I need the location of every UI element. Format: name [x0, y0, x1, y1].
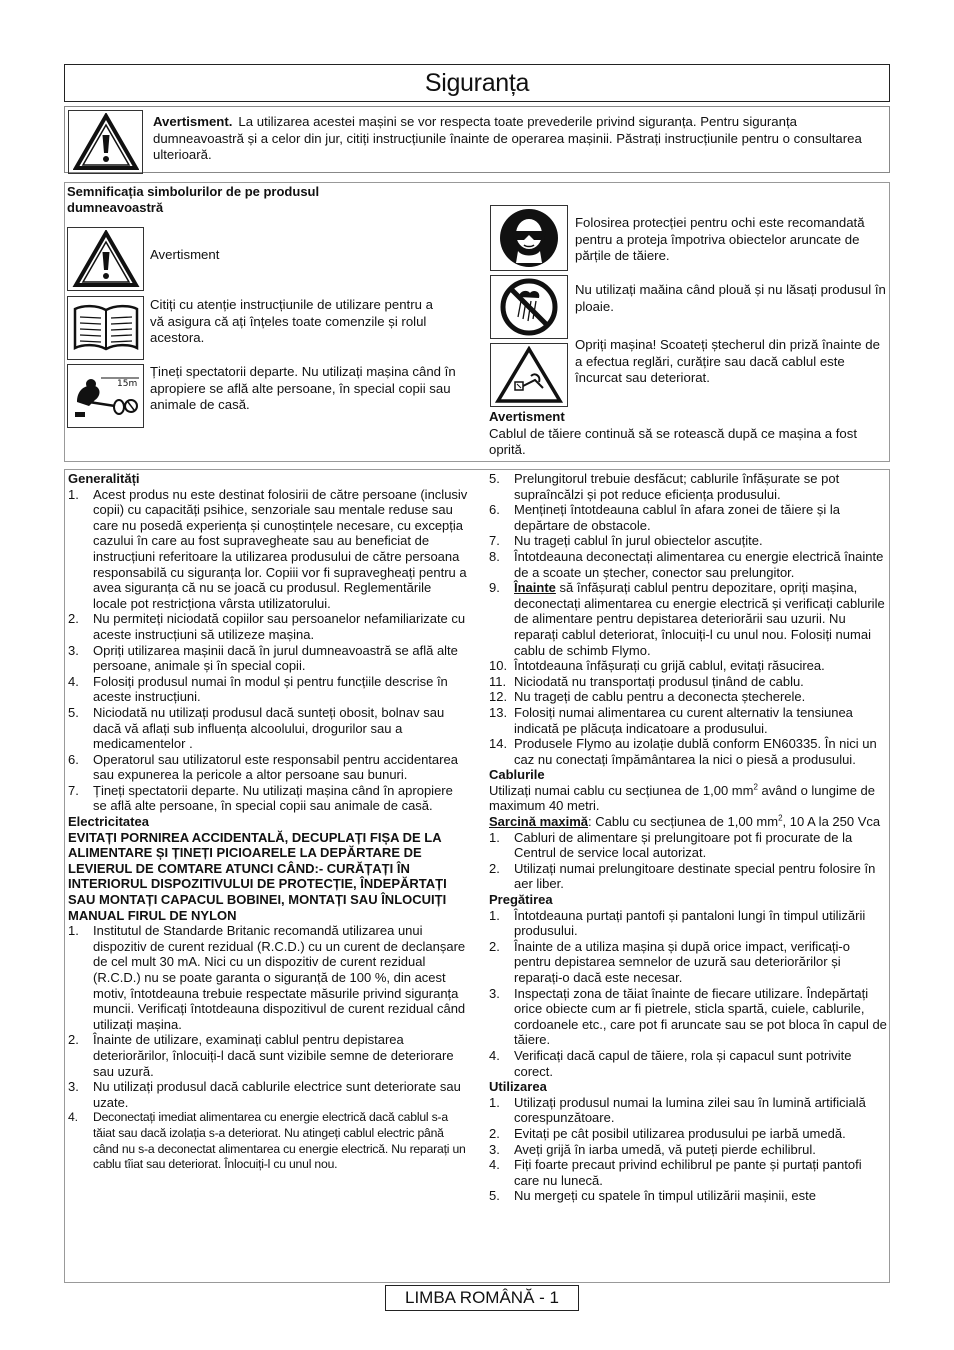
- warning-box: [64, 106, 890, 173]
- symbol-frame: [490, 205, 568, 271]
- list-item: 2. Înainte de utilizare, examinați cablul pentru depistarea deteriorărilor, înlocuiți-l dacă sunt vizibile semne de deteriorare sau uzură.: [68, 1032, 454, 1079]
- list-item: 1. Cabluri de alimentare și prelungitoare pot fi procurate de la Centrul de service local autorizat.: [489, 829, 853, 861]
- symbol-row-manual: [67, 296, 450, 360]
- section-heading-usage: Utilizarea: [489, 1079, 547, 1095]
- warning-triangle-icon: [72, 230, 140, 288]
- section-heading-cables: Cablurile: [489, 767, 545, 783]
- list-item: 2. Nu permiteți niciodată copiilor sau persoanelor nefamiliarizate cu aceste instrucțiuni să utilizeze mașina.: [68, 611, 466, 642]
- warning-text: [153, 114, 883, 164]
- rotation-warning: [489, 409, 889, 459]
- list-item: 5. Nu mergeți cu spatele în timpul utilizării mașinii, este: [489, 1188, 817, 1204]
- eye-protection-icon: [498, 207, 560, 269]
- list-item: 6. Operatorul sau utilizatorul este responsabil pentru accidentarea sau expunerea la pericole a altor persoane sau bunuri.: [68, 751, 458, 783]
- list-item: 4. Verificați dacă capul de tăiere, rola și capacul sunt potrivite corect.: [489, 1047, 852, 1079]
- list-item: 2. Utilizați numai prelungitoare destinate special pentru folosire în aer liber.: [489, 860, 876, 892]
- symbol-text: Opriți mașina! Scoateți ștecherul din priză înainte de a efectua reglări, curățire sau dacă cablul este încurcat sau deteriorat.: [575, 337, 880, 385]
- list-item: 8. Întotdeauna deconectați alimentarea cu energie electrică înainte de a scoate un ștecher, conector sau prelungitor.: [489, 548, 884, 580]
- symbol-text: Nu utilizați maăina când plouă și nu lăsați produsul în ploaie.: [575, 282, 886, 314]
- no-rain-icon: [499, 277, 559, 337]
- usage-list: [489, 1095, 889, 1204]
- list-item: 3. Nu utilizați produsul dacă cablurile electrice sunt deteriorate sau uzate.: [68, 1079, 461, 1110]
- list-item: 5. Prelungitorul trebuie desfăcut; cablurile înfășurate se pot supraîncălzi și pot reduce eficiența produsului.: [489, 471, 840, 502]
- electric-list-continued: [489, 471, 889, 767]
- symbol-row-eye-protection: [490, 205, 890, 271]
- manual-book-icon: [71, 302, 141, 354]
- list-item: 9. Înainte să înfășurați cablul pentru depozitare, opriți mașina, deconectați alimentarea cu energie electrică și verificați cablurile de alimentare pentru depistarea deteriorării sau uzurii. Nu reparați cablul deteriorat, înlocuiți-l cu unul nou. Folosiți numai cablu de schimb Flymo.: [489, 580, 885, 658]
- right-column: [489, 471, 889, 1204]
- warning-triangle-icon: [73, 113, 139, 171]
- symbol-frame: [490, 275, 568, 339]
- instructions-columns: [64, 469, 890, 1283]
- warning-icon-frame: [68, 110, 143, 174]
- symbol-frame: [67, 227, 144, 291]
- rotation-warning-text: Cablul de tăiere continuă să se rotească după ce mașina a fost oprită.: [489, 425, 858, 457]
- list-item: 12. Nu trageți de cablu pentru a deconecta ștecherele.: [489, 689, 806, 705]
- list-item: 2. Evitați pe cât posibil utilizarea produsului pe iarbă umedă.: [489, 1125, 846, 1141]
- list-item: 2. Înainte de a utiliza mașina și după orice impact, verificați-o pentru depistarea semnelor de uzură sau deteriorărilor și reparați-o dacă este necesar.: [489, 938, 850, 985]
- electric-list: [68, 923, 468, 1173]
- prep-list: [489, 908, 889, 1080]
- electric-caps-warning: EVITAȚI PORNIREA ACCIDENTALĂ, DECUPLAȚI FIȘA DE LA ALIMENTARE ȘI ȚINEȚI PICIOARELE LA DEPĂRTARE DE LEVIERUL DE COMTARE ATUNCI CÂND:- CURĂȚAȚI ÎN INTERIORUL DISPOZITIVULUI DE PROTECȚIE, ÎNDEPĂRTAȚI SAU MONTAȚI CAPACUL BOBINEI, MONTAȚI SAU ÎNLOCUIȚI MANUAL FIRUL DE NYLON: [68, 829, 447, 923]
- list-item: 13. Folosiți numai alimentarea cu curent alternativ la tensiunea indicată pe plăcuța indicatoare a produsului.: [489, 704, 853, 736]
- symbol-row-warning: [67, 227, 470, 291]
- list-item: 3. Inspectați zona de tăiat înainte de fiecare utilizare. Îndepărtați orice obiecte cum ar fi pietrele, sticla spartă, cuiele, cablurile, cordoanele etc., care pot fi aruncate sau se pot bloca în capul de tăiere.: [489, 985, 887, 1048]
- list-item: 6. Mențineți întotdeauna cablul în afara zonei de tăiere și la depărtare de obstacole.: [489, 502, 840, 533]
- list-item: 5. Niciodată nu utilizați produsul dacă sunteți obosit, bolnav sau dacă vă aflați sub influența alcoolului, drogurilor sau a medicamentelor .: [68, 704, 445, 752]
- page-title: Siguranța: [424, 68, 530, 97]
- cables-list: [489, 830, 889, 892]
- section-heading-general: Generalități: [68, 471, 140, 486]
- cables-paragraph: Utilizați numai cablu cu secțiunea de 1,00 $mm^2$ având o lungime de maximum 40 metri.: [489, 782, 876, 814]
- list-item: 1. Institutul de Standarde Britanic recomandă utilizarea unui dispozitiv de curent rezidual (R.C.D.) cu un curent de declanșare de cel mult 30 mA. Nici cu un dispozitiv de curent rezidual (R.C.D.) nu se poate garanta o siguranță de 100 %, din acest motiv, întotdeauna trebuie respectate măsurile privind siguranța muncii. Verificați întotdeauna dispozitivul de curent rezidual când utilizați mașina.: [68, 923, 466, 1032]
- left-column: [68, 471, 468, 1173]
- list-item: 11. Niciodată nu transportați produsul ținând de cablu.: [489, 673, 804, 689]
- symbol-text: Folosirea protecției pentru ochi este recomandată pentru a proteja împotriva obiectelor aruncate de părțile de tăiere.: [575, 215, 865, 263]
- list-item: 1. Utilizați produsul numai la lumina zilei sau în lumină artificială corespunzătoare.: [489, 1094, 866, 1126]
- warning-body: La utilizarea acestei mașini se vor respecta toate prevederile privind siguranța. Pentru siguranța dumneavoastră și a celor din jur, citiți instrucțiunile înainte de operarea mașinii. Păstrați instrucțiunile pentru o consultarea ulterioară.: [153, 114, 862, 162]
- warning-label: Avertisment.: [153, 114, 233, 129]
- symbol-frame: [67, 364, 144, 428]
- svg-text:15m: 15m: [116, 379, 137, 389]
- list-item: 10. Întotdeauna înfășurați cu grijă cablul, evitați răsucirea.: [489, 658, 825, 674]
- page-footer: LIMBA ROMÂNĂ - 1: [385, 1285, 579, 1311]
- title-box: [64, 64, 890, 102]
- emphasis-before: Înainte: [514, 580, 556, 596]
- symbol-text: Țineți spectatorii departe. Nu utilizați mașina când în apropiere se află alte persoane, în special copii sau animale de casă.: [150, 364, 456, 412]
- general-list: [68, 487, 468, 814]
- section-heading-prep: Pregătirea: [489, 892, 553, 908]
- symbol-frame: [67, 296, 144, 360]
- symbols-box: [64, 182, 890, 462]
- symbols-heading: Semnificația simbolurilor de pe produsul dumneavoastră: [67, 184, 320, 215]
- list-item: 1. Întotdeauna purtați pantofi și pantaloni lungi în timpul utilizării produsului.: [489, 907, 866, 939]
- list-item: 4. Folosiți produsul numai în modul și pentru funcțiile descrise în aceste instrucțiuni.: [68, 673, 448, 705]
- list-item: 1. Acest produs nu este destinat folosirii de către persoane (inclusiv copii) cu capacități psihice, senzoriale sau mentale reduse sau care nu posedă experiența și cunoștințele necesare, cu excepția cazului în care au fost supravegheate sau au beneficiat de instrucțiuni referitoare la utilizarea produsului de către persoana responsabilă cu siguranța lor. Copiii vor fi supravegheați pentru a avea siguranța că nu se joacă cu produsul. Reglementările locale pot restricționa vârsta utilizatorului.: [68, 486, 468, 611]
- cables-max-load: Sarcină maximă: Cablu cu secțiunea de 1,00 $mm^2$, 10 A la 250 Vca: [489, 813, 881, 830]
- list-item: 3. Opriți utilizarea mașinii dacă în jurul dumneavoastră se află alte persoane, animale și în special copii.: [68, 642, 458, 674]
- list-item: 14. Produsele Flymo au izolație dublă conform EN60335. În nici un caz nu conectați împământarea la nici o piesă a produsului.: [489, 736, 877, 767]
- symbol-frame: [490, 343, 568, 407]
- unplug-warning-icon: [495, 346, 563, 404]
- section-heading-electric: Electricitatea: [68, 814, 149, 830]
- symbol-row-no-rain: [490, 275, 890, 339]
- list-item: 4. Deconectați imediat alimentarea cu energie electrică dacă cablul s-a tăiat sau dacă izolația s-a deteriorat. Nu atingeți cablul electric până când nu s-a deconectat alimentarea cu energie electrică. Nu reparați un cablu tîiat sau deteriorat. Înlocuiți-l cu unul nou.: [68, 1110, 466, 1172]
- symbol-text: Citiți cu atenție instrucțiunile de utilizare pentru a vă asigura că ați înțeles toate comenzile și rolul acestora.: [150, 297, 433, 345]
- symbol-row-unplug: [490, 337, 890, 407]
- list-item: 3. Aveți grijă în iarba umedă, vă puteți pierde echilibrul.: [489, 1141, 816, 1157]
- list-item: 4. Fiți foarte precaut privind echilibrul pe pante și purtați pantofi care nu lunecă.: [489, 1157, 862, 1188]
- bystanders-icon: [71, 372, 141, 420]
- rotation-warning-heading: Avertisment: [489, 409, 565, 424]
- symbol-row-bystanders: [67, 364, 470, 428]
- list-item: 7. Nu trageți cablul în jurul obiectelor ascuțite.: [489, 533, 763, 549]
- symbol-text: Avertisment: [150, 247, 220, 262]
- list-item: 7. Țineți spectatorii departe. Nu utilizați mașina când în apropiere se află alte persoane, în special copii sau animale de casă.: [68, 782, 453, 814]
